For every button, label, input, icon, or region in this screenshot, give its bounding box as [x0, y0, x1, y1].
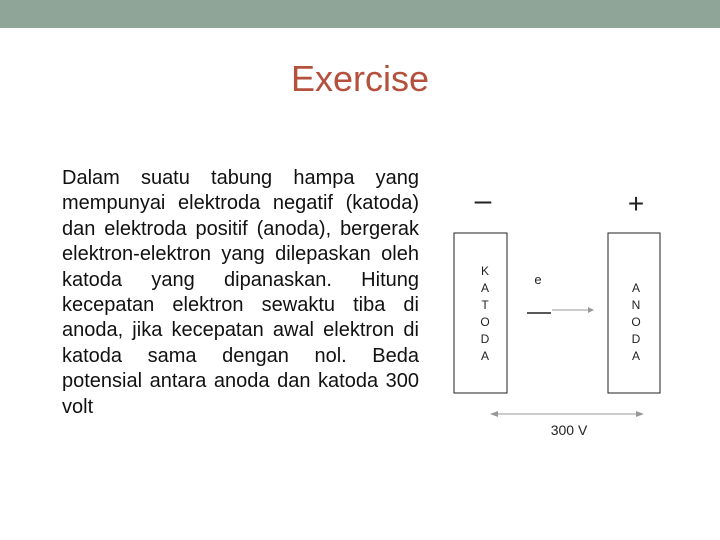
- cathode-letter: D: [480, 332, 490, 346]
- anode-letter: A: [631, 349, 641, 363]
- anode-letter: D: [631, 332, 641, 346]
- cathode-plate: [454, 233, 507, 393]
- anode-letter: A: [631, 281, 641, 295]
- voltage-arrowhead-right: [636, 411, 644, 417]
- voltage-label: 300 V: [550, 422, 588, 438]
- anode-letter: O: [631, 315, 641, 329]
- cathode-letter: A: [480, 349, 490, 363]
- anode-letter: N: [631, 298, 641, 312]
- problem-text: Dalam suatu tabung hampa yang mempunyai elektroda negatif (katoda) dan elektroda positif (anoda), bergerak elektron-elektron yang dilepaskan oleh katoda yang dipanaskan. Hitung kecepatan elektron sewaktu tiba di anoda, jika kecepatan awal elektron di katoda sama dengan nol. Beda potensial antara anoda dan katoda 300 volt: [62, 167, 419, 418]
- cathode-sign: –: [474, 184, 492, 217]
- anode-label: [631, 281, 640, 363]
- cathode-letter: K: [480, 264, 490, 278]
- cathode-letter: O: [480, 315, 490, 329]
- cathode-letter: A: [480, 281, 490, 295]
- cathode-letter: T: [481, 298, 489, 312]
- anode-sign: +: [627, 188, 645, 219]
- electron-label: e: [534, 272, 542, 287]
- electron-arrowhead: [588, 307, 594, 313]
- voltage-arrowhead-left: [490, 411, 498, 417]
- slide-title: Exercise: [290, 58, 430, 99]
- anode-plate: [608, 233, 660, 393]
